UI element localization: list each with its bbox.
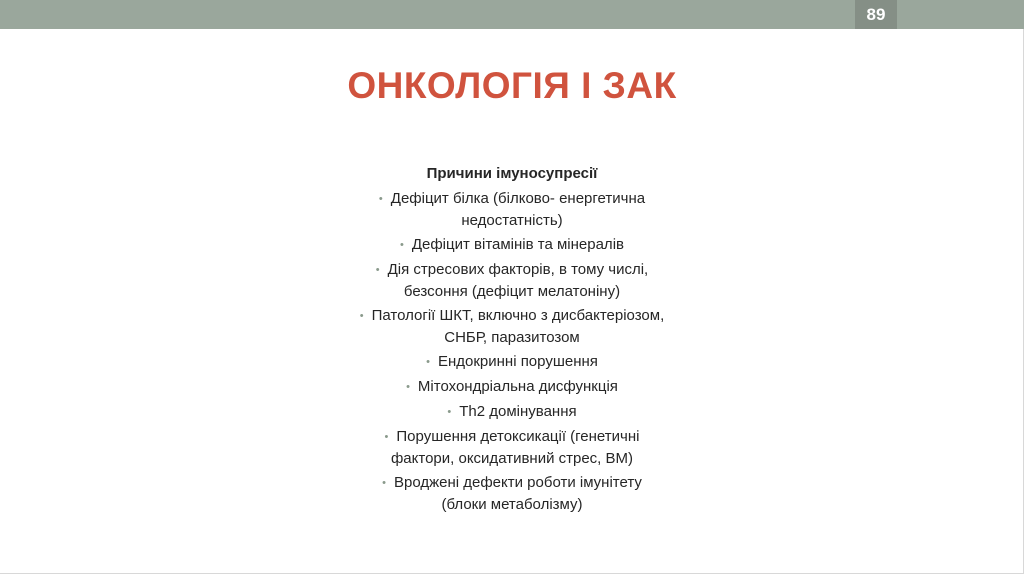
bullet-icon: •	[378, 193, 383, 205]
bullet-icon: •	[384, 431, 389, 443]
item-text-line1: Дефіцит вітамінів та мінералів	[411, 236, 624, 253]
item-text-line1: Th2 домінування	[459, 403, 577, 420]
bullet-list	[312, 188, 712, 515]
item-text-line2: недостатність)	[461, 212, 563, 229]
list-item	[312, 426, 712, 469]
item-text-line1: Дія стресових факторів, в тому числі,	[387, 261, 649, 278]
bullet-icon: •	[382, 477, 386, 489]
content-heading: Причини імуносупресії	[426, 165, 598, 182]
bullet-icon: •	[359, 310, 364, 322]
list-item	[312, 188, 712, 231]
item-text-line1: Ендокринні порушення	[437, 353, 598, 370]
slide-title: ОНКОЛОГІЯ І ЗАК	[347, 65, 677, 106]
bullet-icon: •	[375, 264, 380, 276]
list-item	[312, 472, 712, 515]
item-text-line1: Патології ШКТ, включно з дисбактеріозом,	[371, 307, 665, 324]
item-text-line1: Вроджені дефекти роботи імунітету	[393, 474, 642, 491]
item-text-line1: Дефіцит білка (білково- енергетична	[390, 190, 646, 207]
list-item	[312, 401, 712, 423]
list-item	[312, 351, 712, 373]
item-text-line2: фактори, оксидативний стрес, ВМ)	[390, 450, 634, 467]
item-text-line2: СНБР, паразитозом	[444, 329, 580, 346]
list-item	[312, 259, 712, 302]
bullet-icon: •	[399, 239, 404, 251]
list-item	[312, 305, 712, 348]
item-text-line2: безсоння (дефіцит мелатоніну)	[403, 283, 621, 300]
bullet-icon: •	[447, 406, 452, 418]
item-text-line1: Мітохондріальна дисфункція	[417, 378, 618, 395]
list-item	[312, 234, 712, 256]
slide-content	[312, 163, 712, 518]
slide-number: 89	[855, 0, 897, 29]
bullet-icon: •	[426, 356, 430, 368]
bullet-icon: •	[406, 381, 410, 393]
item-text-line1: Порушення детоксикації (генетичні	[396, 428, 640, 445]
item-text-line2: (блоки метаболізму)	[441, 496, 583, 513]
list-item	[312, 376, 712, 398]
